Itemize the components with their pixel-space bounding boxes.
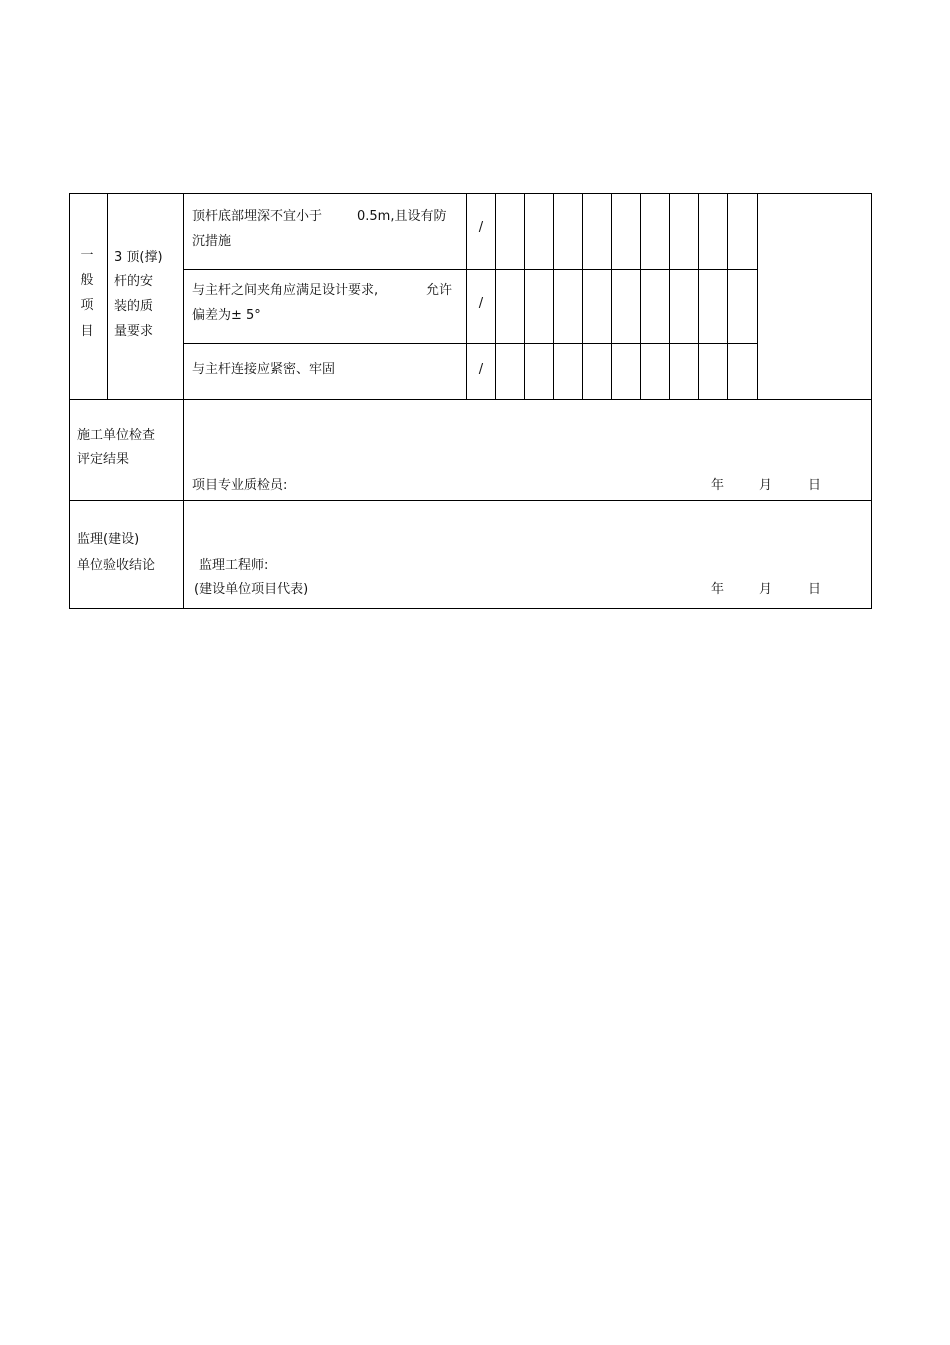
category-char-1: 一 bbox=[80, 248, 94, 263]
col-line-cell-6 bbox=[669, 193, 670, 400]
item-line-4: 量要求 bbox=[114, 324, 154, 339]
requirement-1-value: 0.5m,且设有防 bbox=[357, 209, 447, 224]
divider-section-2 bbox=[69, 500, 872, 501]
requirement-1-line2: 沉措施 bbox=[192, 234, 232, 249]
border-top bbox=[69, 193, 872, 194]
requirement-1-text: 顶杆底部埋深不宜小于 bbox=[192, 209, 323, 224]
mark-2: / bbox=[478, 296, 484, 311]
col-line-cell-7 bbox=[698, 193, 699, 400]
col-line-cell-5 bbox=[640, 193, 641, 400]
item-line-1: 3 顶(撑) bbox=[114, 250, 163, 265]
inspection-table bbox=[69, 193, 872, 609]
col-line-item bbox=[183, 193, 184, 609]
construction-label-line1: 施工单位检查 bbox=[77, 428, 156, 443]
category-char-4: 目 bbox=[80, 324, 94, 339]
category-char-2: 般 bbox=[80, 273, 94, 288]
supervision-day: 日 bbox=[808, 582, 822, 597]
col-line-cell-9 bbox=[757, 193, 758, 400]
border-right bbox=[871, 193, 872, 609]
item-line-2: 杆的安 bbox=[114, 274, 154, 289]
construction-label-line2: 评定结果 bbox=[77, 452, 130, 467]
col-line-cell-3 bbox=[582, 193, 583, 400]
col-line-category bbox=[107, 193, 108, 400]
construction-year: 年 bbox=[711, 478, 725, 493]
supervision-month: 月 bbox=[759, 582, 773, 597]
col-line-mark bbox=[495, 193, 496, 400]
item-line-3: 装的质 bbox=[114, 299, 154, 314]
requirement-2-line2: 偏差为± 5° bbox=[192, 308, 261, 323]
supervision-label-line1: 监理(建设) bbox=[77, 532, 140, 547]
col-line-cell-1 bbox=[524, 193, 525, 400]
requirement-2-text: 与主杆之间夹角应满足设计要求, bbox=[192, 283, 379, 298]
requirement-2-value: 允许 bbox=[426, 283, 453, 298]
border-bottom bbox=[69, 608, 872, 609]
col-line-cell-2 bbox=[553, 193, 554, 400]
divider-row-2 bbox=[183, 343, 758, 344]
engineer-label: 监理工程师: bbox=[199, 558, 269, 573]
mark-3: / bbox=[478, 362, 484, 377]
col-line-cell-4 bbox=[611, 193, 612, 400]
construction-day: 日 bbox=[808, 478, 822, 493]
inspector-label: 项目专业质检员: bbox=[192, 478, 288, 493]
divider-section-1 bbox=[69, 399, 872, 400]
mark-1: / bbox=[478, 220, 484, 235]
col-line-cell-8 bbox=[727, 193, 728, 400]
requirement-3-text: 与主杆连接应紧密、牢固 bbox=[192, 362, 336, 377]
supervision-year: 年 bbox=[711, 582, 725, 597]
category-char-3: 项 bbox=[80, 298, 94, 313]
construction-month: 月 bbox=[759, 478, 773, 493]
owner-rep-label: (建设单位项目代表) bbox=[194, 582, 309, 597]
divider-row-1 bbox=[183, 269, 758, 270]
supervision-label-line2: 单位验收结论 bbox=[77, 558, 156, 573]
border-left bbox=[69, 193, 70, 609]
